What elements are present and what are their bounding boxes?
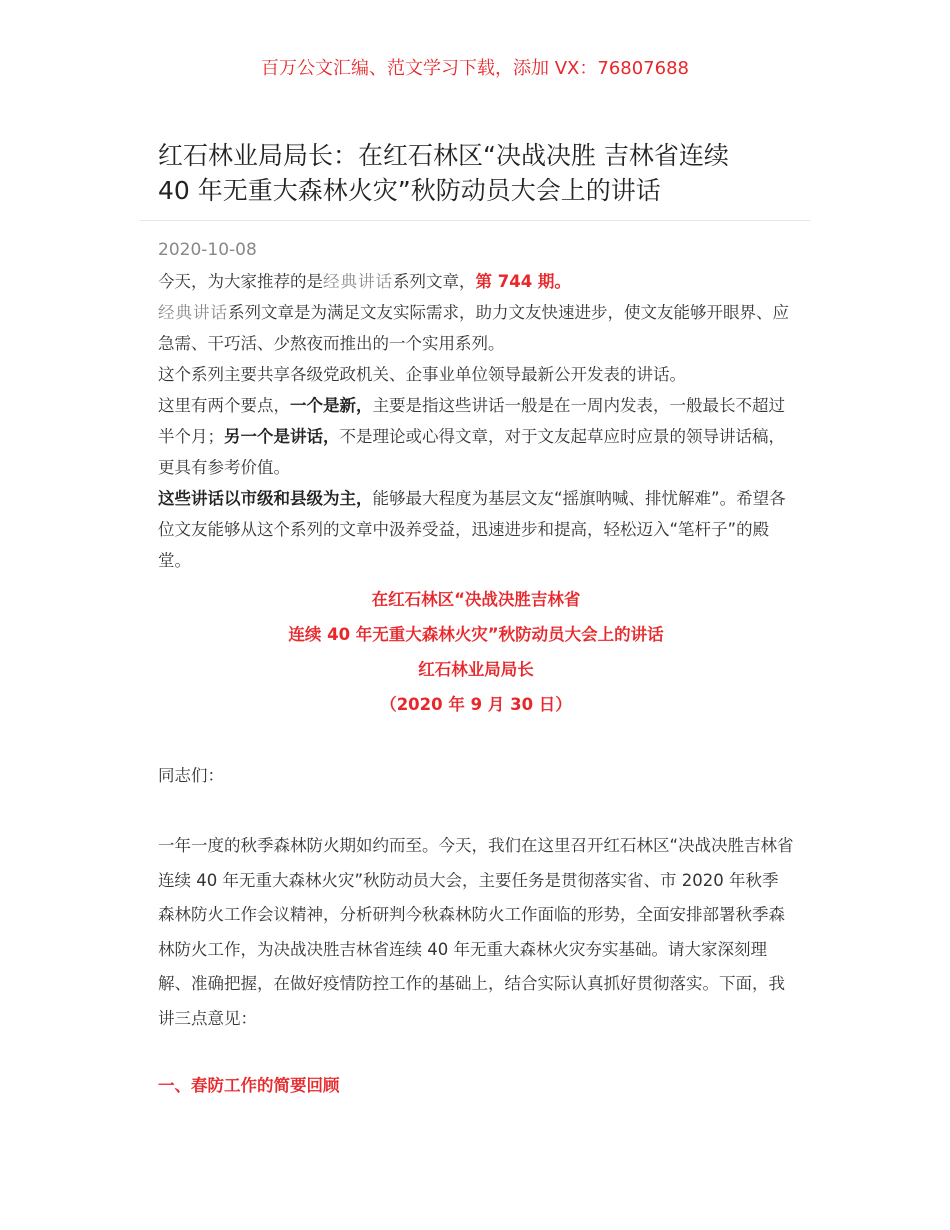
speech-title-line1: 在红石林区“决战决胜吉林省 [371, 590, 581, 609]
key-point: 另一个是讲话， [224, 427, 340, 446]
intro-text: 主要是指这些讲话一般是在一周内发表，一般最长不超过半个月； [158, 396, 785, 446]
intro-paragraph-5 [158, 483, 794, 576]
intro-text: 今天，为大家推荐的是 [158, 272, 323, 291]
title-divider [140, 220, 810, 221]
speech-heading [158, 582, 794, 722]
speech-speaker: 红石林业局局长 [418, 660, 534, 679]
intro-paragraph-4 [158, 390, 794, 483]
key-point: 一个是新， [290, 396, 373, 415]
speech-paragraph-1: 一年一度的秋季森林防火期如约而至。今天，我们在这里召开红石林区“决战决胜吉林省连续 40 年无重大森林火灾”秋防动员大会，主要任务是贯彻落实省、市 2020 年秋季森林防火工作会议精神，分析研判今秋森林防火工作面临的形势，全面安排部署秋季森林防火工作，为决战决胜吉林省连续 40 年无重大森林火灾夯实基础。请大家深刻理解、准确把握，在做好疫情防控工作的基础上，结合实际认真抓好贯彻落实。下面，我讲三点意见： [158, 836, 794, 1028]
series-name-link[interactable]: 经典讲话 [158, 303, 228, 322]
publish-date: 2020-10-08 [158, 240, 257, 260]
article-title-line1: 红石林业局局长：在红石林区“决战决胜 吉林省连续 [158, 141, 729, 170]
speech-date: （2020 年 9 月 30 日） [380, 695, 572, 714]
series-name-link[interactable]: 经典讲话 [323, 272, 393, 291]
intro-text: 这里有两个要点， [158, 396, 290, 415]
speech-greeting: 同志们： [158, 766, 224, 785]
issue-number: 第 744 期。 [475, 272, 571, 291]
intro-text: 系列文章是为满足文友实际需求，助力文友快速进步，使文友能够开眼界、应急需、干巧活、少熬夜而推出的一个实用系列。 [158, 303, 789, 353]
intro-paragraph-2 [158, 297, 794, 359]
article-title [158, 138, 798, 208]
key-point: 这些讲话以市级和县级为主， [158, 489, 373, 508]
article-title-line2: 40 年无重大森林火灾”秋防动员大会上的讲话 [158, 176, 661, 205]
intro-text: 系列文章， [393, 272, 476, 291]
intro-text: 不是理论或心得文章，对于文友起草应时应景的领导讲话稿，更具有参考价值。 [158, 427, 785, 477]
section-heading-1: 一、春防工作的简要回顾 [158, 1076, 340, 1095]
intro-paragraph-1 [158, 266, 794, 297]
speech-title-line2: 连续 40 年无重大森林火灾”秋防动员大会上的讲话 [288, 625, 664, 644]
intro-paragraph-3: 这个系列主要共享各级党政机关、企事业单位领导最新公开发表的讲话。 [158, 365, 686, 384]
article-body [158, 266, 794, 1101]
intro-text: 能够最大程度为基层文友“摇旗呐喊、排忧解难”。希望各位文友能够从这个系列的文章中汲养受益，迅速进步和提高，轻松迈入“笔杆子”的殿堂。 [158, 489, 786, 570]
promo-banner: 百万公文汇编、范文学习下载，添加 VX：76807688 [261, 58, 689, 79]
